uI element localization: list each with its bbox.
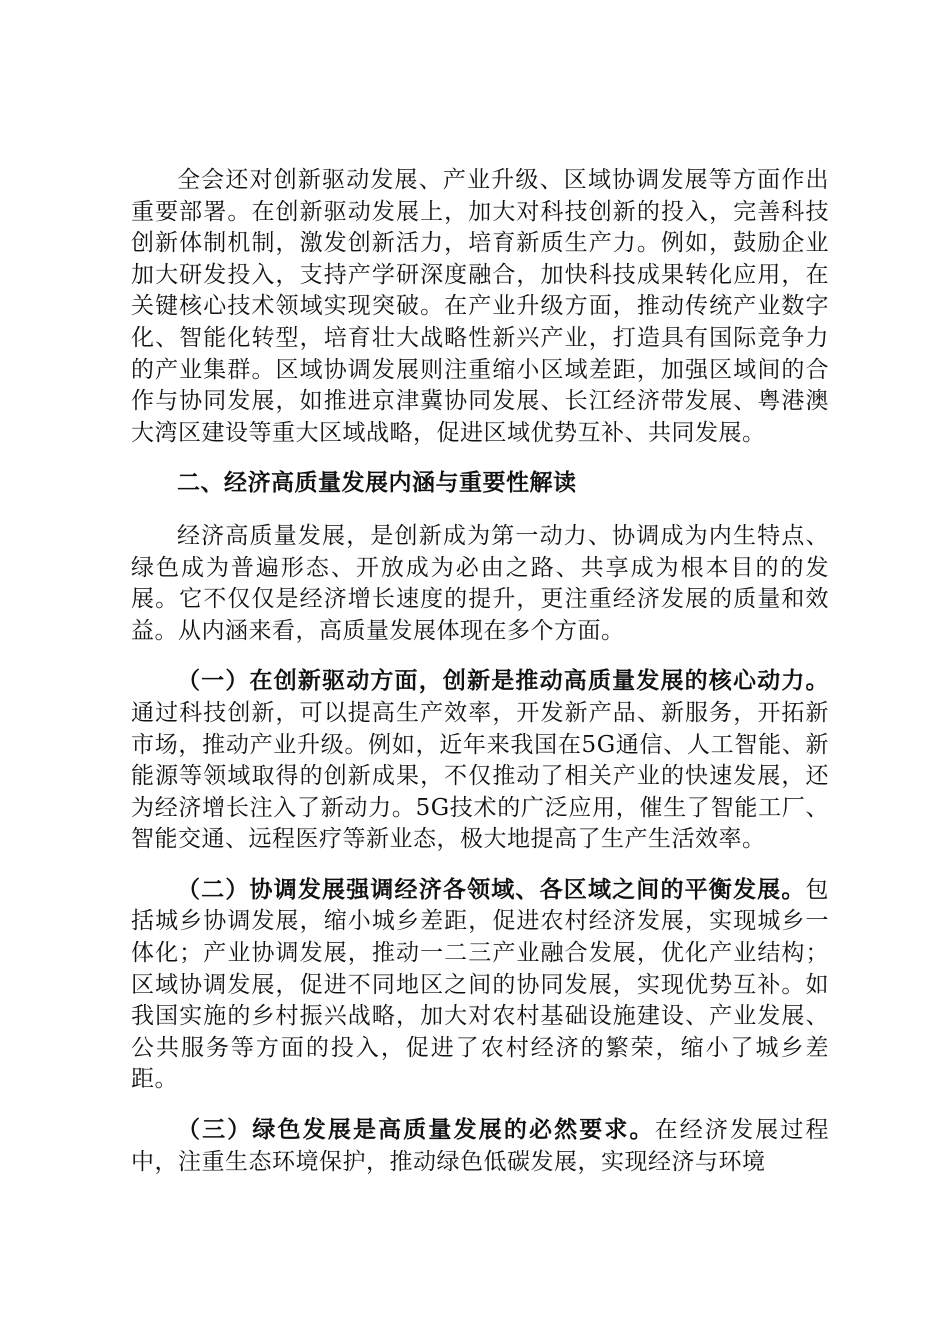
paragraph-high-quality-definition: 经济高质量发展，是创新成为第一动力、协调成为内生特点、绿色成为普遍形态、开放成为必由之路、共享成为根本目的的发展。它不仅仅是经济增长速度的提升，更注重经济发展的质量和效益。从内涵来看，高质量发展体现在多个方面。 bbox=[131, 522, 829, 644]
paragraph-innovation-overview: 全会还对创新驱动发展、产业升级、区域协调发展等方面作出重要部署。在创新驱动发展上，加大对科技创新的投入，完善科技创新体制机制，激发创新活力，培育新质生产力。例如，鼓励企业加大研发投入，支持产学研深度融合，加快科技成果转化应用，在关键核心技术领域实现突破。在产业升级方面，推动传统产业数字化、智能化转型，培育壮大战略性新兴产业，打造具有国际竞争力的产业集群。区域协调发展则注重缩小区域差距，加强区域间的合作与协同发展，如推进京津冀协同发展、长江经济带发展、粤港澳大湾区建设等重大区域战略，促进区域优势互补、共同发展。 bbox=[131, 167, 829, 446]
document-page bbox=[131, 165, 829, 1197]
paragraph-lead-bold: （一）在创新驱动方面，创新是推动高质量发展的核心动力。 bbox=[177, 668, 829, 695]
section-heading-2: 二、经济高质量发展内涵与重要性解读 bbox=[177, 470, 577, 497]
paragraph-lead-bold: （三）绿色发展是高质量发展的必然要求。 bbox=[177, 1117, 655, 1144]
paragraph-body-text: 通过科技创新，可以提高生产效率，开发新产品、新服务，开拓新市场，推动产业升级。例如，近年来我国在5G通信、人工智能、新能源等领域取得的创新成果，不仅推动了相关产业的快速发展，还为经济增长注入了新动力。5G技术的广泛应用，催生了智能工厂、智能交通、远程医疗等新业态，极大地提高了生产生活效率。 bbox=[131, 699, 829, 853]
paragraph-green-development bbox=[131, 1115, 829, 1178]
paragraph-coordinated-development bbox=[131, 875, 829, 1096]
paragraph-innovation-driven bbox=[131, 666, 829, 856]
paragraph-body-text: 包括城乡协调发展，缩小城乡差距，促进农村经济发展，实现城乡一体化；产业协调发展，推动一二三产业融合发展，优化产业结构；区域协调发展，促进不同地区之间的协同发展，实现优势互补。如我国实施的乡村振兴战略，加大对农村基础设施建设、产业发展、公共服务等方面的投入，促进了农村经济的繁荣，缩小了城乡差距。 bbox=[131, 876, 829, 1093]
paragraph-body-text: 在经济发展过程中，注重生态环境保护，推动绿色低碳发展，实现经济与环境 bbox=[131, 1117, 830, 1175]
paragraph-lead-bold: （二）协调发展强调经济各领域、各区域之间的平衡发展。 bbox=[177, 876, 806, 903]
